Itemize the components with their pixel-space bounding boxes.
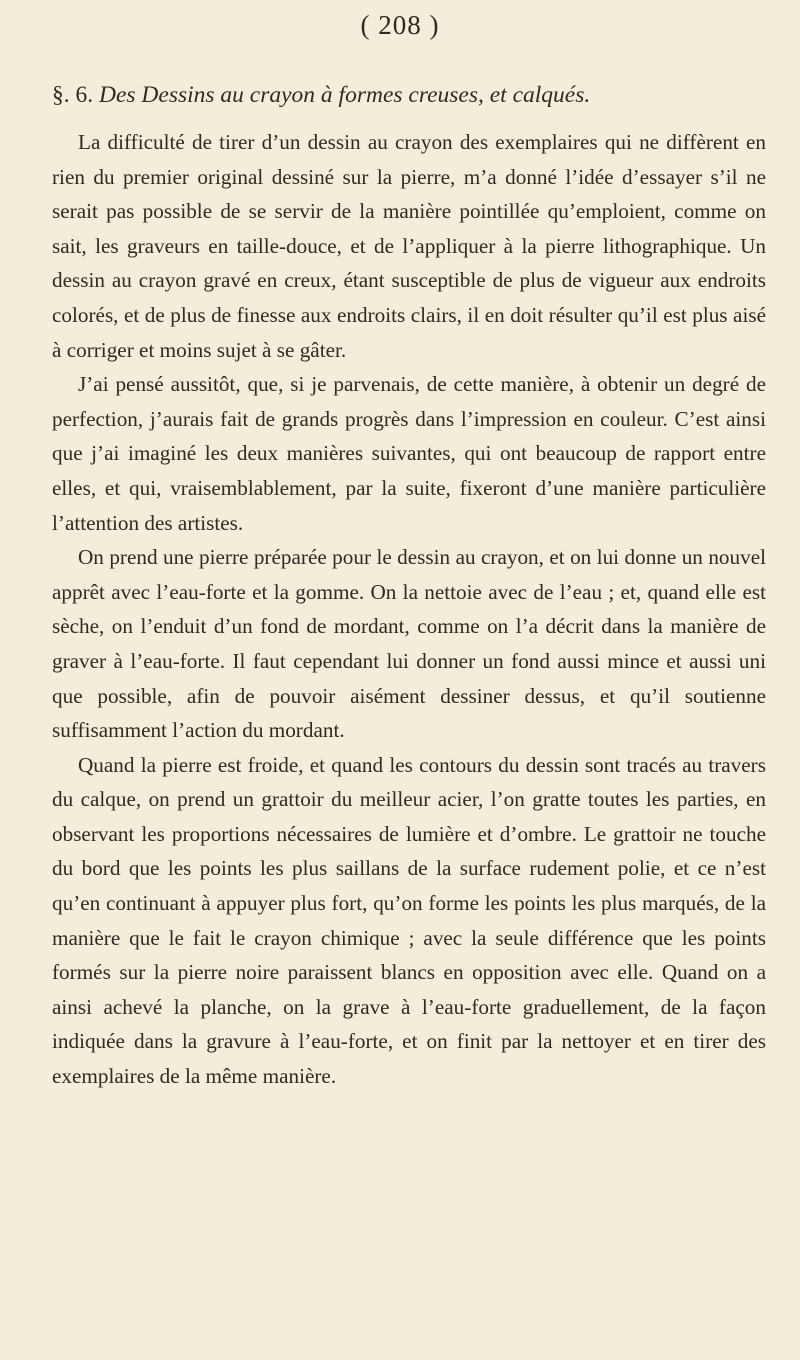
paragraph: La difficulté de tirer d’un dessin au crayon des exemplaires qui ne diffèrent en rien du premier original dessiné sur la pierre, m’a donné l’idée d’essayer s’il ne serait pas possible de se servir de la manière pointillée qu’emploient, comme on sait, les graveurs en taille-douce, et de l’appliquer à la pierre lithographique. Un dessin au crayon gravé en creux, étant susceptible de plus de vigueur aux endroits colorés, et de plus de finesse aux endroits clairs, il en doit résulter qu’il est plus aisé à corriger et moins sujet à se gâter. xyxy=(52,130,766,362)
body-text xyxy=(52,125,766,1094)
page-number: ( 208 ) xyxy=(360,10,440,40)
section-title: Des Dessins au crayon à formes creuses, et calqués. xyxy=(99,82,591,108)
section-mark: §. 6. xyxy=(52,82,94,108)
paragraph: Quand la pierre est froide, et quand les contours du dessin sont tracés au travers du calque, on prend un grattoir du meilleur acier, l’on gratte toutes les parties, en observant les proportions nécessaires de lumière et d’ombre. Le grattoir ne touche du bord que les points les plus saillans de la surface rudement polie, et ce n’est qu’en continuant à appuyer plus fort, qu’on forme les points les plus marqués, de la manière que le fait le crayon chimique ; avec la seule différence que les points formés sur la pierre noire paraissent blancs en opposition avec elle. Quand on a ainsi achevé la planche, on la grave à l’eau-forte graduellement, de la façon indiquée dans la gravure à l’eau-forte, et on finit par la nettoyer et en tirer des exemplaires de la même manière. xyxy=(52,752,766,1089)
paragraph: J’ai pensé aussitôt, que, si je parvenais, de cette manière, à obtenir un degré de perfection, j’aurais fait de grands progrès dans l’impression en couleur. C’est ainsi que j’ai imaginé les deux manières suivantes, qui ont beaucoup de rapport entre elles, et qui, vraisemblablement, par la suite, fixeront d’une manière particulière l’attention des artistes. xyxy=(52,372,766,535)
paragraph: On prend une pierre préparée pour le dessin au crayon, et on lui donne un nouvel apprêt avec l’eau-forte et la gomme. On la nettoie avec de l’eau ; et, quand elle est sèche, on l’enduit d’un fond de mordant, comme on l’a décrit dans la manière de graver à l’eau-forte. Il faut cependant lui donner un fond aussi mince et aussi uni que possible, afin de pouvoir aisément dessiner dessus, et qu’il soutienne suffisamment l’action du mordant. xyxy=(52,545,766,743)
section-heading xyxy=(52,78,764,112)
